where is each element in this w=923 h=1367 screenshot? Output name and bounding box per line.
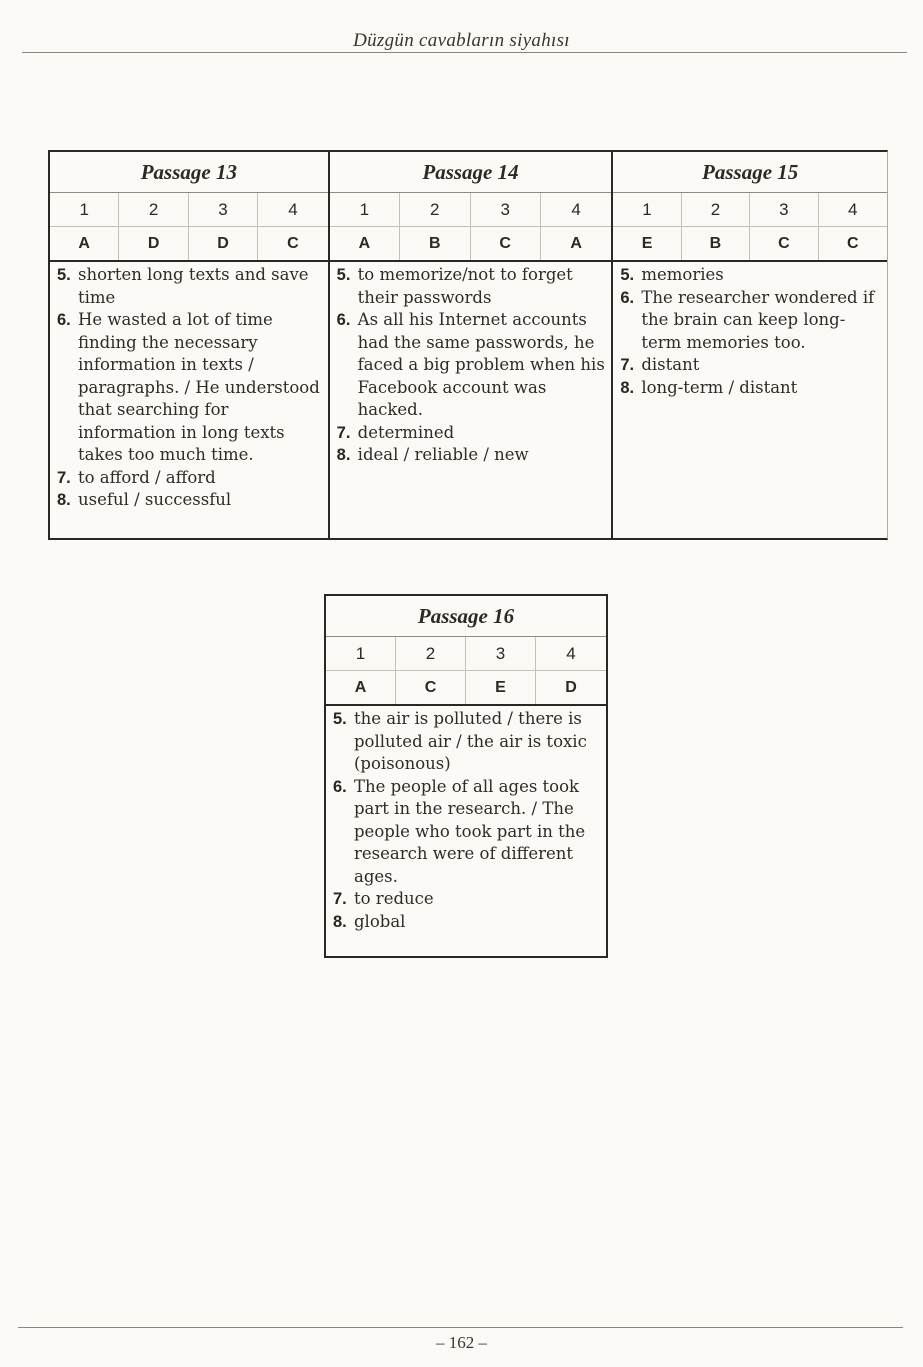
question-number: 1	[50, 193, 119, 227]
multiple-choice-key	[326, 637, 606, 704]
item-number: 8.	[336, 446, 351, 464]
item-number: 7.	[336, 423, 351, 442]
passage-title: Passage 15	[613, 152, 887, 193]
question-number: 2	[682, 193, 750, 227]
answer-letter: D	[189, 227, 258, 260]
answer-item	[337, 264, 608, 309]
answer-letter: C	[750, 227, 818, 260]
item-number: 6.	[620, 288, 635, 307]
answer-letter: A	[330, 227, 400, 260]
answer-letter: E	[466, 671, 536, 704]
answer-item	[57, 489, 324, 512]
open-answers	[613, 260, 887, 538]
question-number: 3	[471, 193, 541, 227]
answer-key-table-row	[48, 150, 888, 540]
item-text: useful / successful	[78, 490, 232, 509]
question-number: 3	[750, 193, 818, 227]
item-text: the air is polluted / there is polluted air / the air is toxic (poisonous)	[354, 709, 587, 773]
multiple-choice-key	[50, 193, 328, 260]
question-number: 3	[466, 637, 536, 671]
item-text: memories	[641, 265, 724, 284]
item-text: to memorize/not to forget their passwords	[357, 265, 573, 307]
answer-item	[333, 708, 602, 776]
passage-title: Passage 14	[330, 152, 612, 193]
question-number: 2	[119, 193, 188, 227]
answer-letter: C	[396, 671, 466, 704]
answer-letter: D	[565, 678, 577, 696]
item-number: 5.	[620, 266, 635, 284]
item-number: 8.	[333, 912, 347, 931]
running-head: Düzgün cavabların siyahısı	[353, 30, 570, 51]
question-number: 4	[258, 193, 327, 227]
open-answers	[330, 260, 612, 538]
item-text: global	[354, 911, 406, 931]
item-text: As all his Internet accounts had the same passwords, he faced a big problem when his Facebook account was hacked.	[357, 310, 605, 419]
multiple-choice-key	[330, 193, 612, 260]
open-answers	[326, 704, 606, 956]
answer-letter: A	[50, 227, 119, 260]
item-text: long-term / distant	[641, 377, 798, 397]
item-text: shorten long texts and save time	[78, 265, 309, 307]
header-rule	[22, 52, 907, 53]
item-text: ideal / reliable / new	[357, 445, 529, 464]
multiple-choice-key	[613, 193, 887, 260]
item-text: The people of all ages took part in the research. / The people who took part in the research were of different ages.	[354, 776, 586, 886]
answer-letter: A	[326, 671, 396, 704]
question-number: 4	[541, 193, 611, 227]
answer-item	[333, 911, 602, 934]
answer-letter: A	[570, 234, 582, 252]
passage-15-table	[611, 152, 887, 538]
answer-letter: C	[471, 227, 541, 260]
item-number: 7.	[333, 890, 347, 908]
passage-14-table	[328, 152, 612, 538]
answer-letter: E	[613, 227, 681, 260]
item-number: 8.	[620, 378, 635, 397]
answer-letter: B	[682, 227, 750, 260]
answer-item	[620, 287, 883, 355]
item-number: 8.	[57, 491, 71, 509]
item-text: to reduce	[354, 889, 434, 908]
answer-item	[620, 354, 883, 377]
answer-item	[333, 888, 602, 911]
open-answers	[50, 260, 328, 538]
answer-item	[337, 309, 608, 422]
item-number: 6.	[57, 311, 71, 329]
passage-13-table	[50, 152, 328, 538]
answer-item	[57, 309, 324, 467]
answer-item	[333, 776, 602, 889]
question-number: 2	[396, 637, 466, 671]
answer-key-table-single	[324, 594, 608, 958]
item-number: 5.	[57, 266, 71, 284]
footer-rule	[18, 1327, 903, 1328]
answer-letter: C	[287, 234, 299, 252]
answer-item	[57, 264, 324, 309]
question-number: 1	[330, 193, 400, 227]
question-number: 1	[326, 637, 396, 671]
answer-item	[620, 377, 883, 400]
page-number: – 162 –	[436, 1333, 487, 1352]
answer-item	[620, 264, 883, 287]
item-number: 5.	[336, 266, 351, 284]
answer-item	[337, 444, 608, 467]
item-text: to afford / afford	[78, 467, 216, 487]
answer-letter: D	[119, 227, 188, 260]
item-number: 6.	[336, 311, 351, 329]
item-text: determined	[357, 422, 455, 442]
answer-letter: C	[847, 234, 859, 252]
item-number: 5.	[333, 710, 347, 728]
answer-item	[337, 422, 608, 445]
question-number: 3	[189, 193, 258, 227]
item-text: He wasted a lot of time finding the necessary information in texts / paragraphs. / He understood that searching for information in long texts takes too much time.	[78, 310, 320, 464]
question-number: 4	[819, 193, 887, 227]
question-number: 4	[536, 637, 606, 671]
answer-item	[57, 467, 324, 490]
passage-title: Passage 13	[50, 152, 328, 193]
item-text: The researcher wondered if the brain can keep long-term memories too.	[641, 287, 875, 352]
answer-letter: B	[400, 227, 470, 260]
item-text: distant	[641, 355, 700, 374]
item-number: 6.	[333, 777, 347, 796]
passage-title: Passage 16	[326, 596, 606, 637]
passage-16-table	[326, 596, 606, 956]
item-number: 7.	[620, 356, 635, 374]
question-number: 2	[400, 193, 470, 227]
item-number: 7.	[57, 468, 71, 487]
question-number: 1	[613, 193, 681, 227]
